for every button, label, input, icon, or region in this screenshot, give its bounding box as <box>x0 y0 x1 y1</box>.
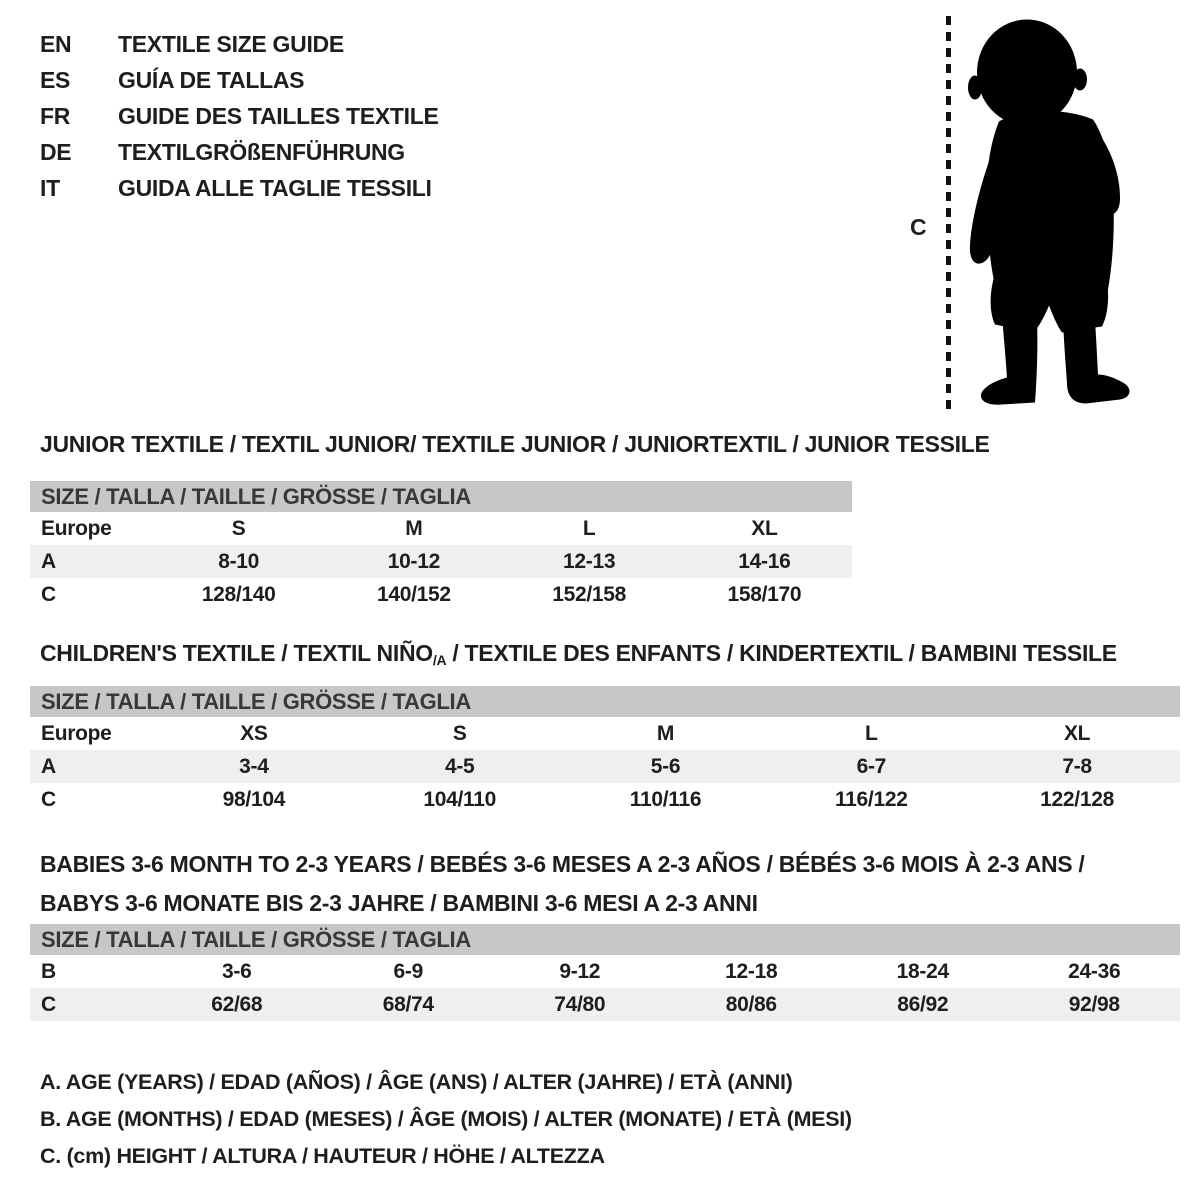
table-row-months <box>30 955 1180 988</box>
height-cell: 152/158 <box>552 582 627 606</box>
age-cell: 8-10 <box>218 549 260 573</box>
height-cell: 74/80 <box>554 992 606 1016</box>
children-title-part2: / TEXTILE DES ENFANTS / KINDERTEXTIL / BAMBINI TESSILE <box>446 640 1117 666</box>
height-cell: 104/110 <box>423 787 497 811</box>
size-header-row: SIZE / TALLA / TAILLE / GRÖSSE / TAGLIA <box>30 924 1180 955</box>
row-label: A <box>41 754 56 778</box>
junior-size-table <box>30 481 852 611</box>
legend-line-b: B. AGE (MONTHS) / EDAD (MESES) / ÂGE (MOIS) / ALTER (MONATE) / ETÀ (MESI) <box>40 1107 852 1131</box>
language-row-it <box>40 170 439 206</box>
size-cell: L <box>865 721 878 745</box>
height-cell: 86/92 <box>897 992 949 1016</box>
height-cell: 68/74 <box>382 992 434 1016</box>
language-title-list <box>40 26 439 206</box>
months-cell: 24-36 <box>1068 959 1121 983</box>
size-cell: M <box>656 721 675 745</box>
age-cell: 12-13 <box>563 549 616 573</box>
language-row-es <box>40 62 439 98</box>
table-row-height <box>30 783 1180 816</box>
guide-title-en: TEXTILE SIZE GUIDE <box>118 31 344 57</box>
guide-title-fr: GUIDE DES TAILLES TEXTILE <box>118 103 439 129</box>
babies-title-line1: BABIES 3-6 MONTH TO 2-3 YEARS / BEBÉS 3-6 MESES A 2-3 AÑOS / BÉBÉS 3-6 MOIS À 2-3 ANS / <box>40 851 1085 877</box>
months-cell: 3-6 <box>222 959 252 983</box>
size-header-row: SIZE / TALLA / TAILLE / GRÖSSE / TAGLIA <box>30 686 1180 717</box>
size-cell: M <box>405 516 423 540</box>
row-label: C <box>41 992 56 1016</box>
height-cell: 122/128 <box>1040 787 1114 811</box>
row-label: C <box>41 582 56 606</box>
children-title-subscript: /A <box>432 652 447 668</box>
row-label: C <box>41 787 56 811</box>
row-label: Europe <box>41 721 112 745</box>
children-title-part1: CHILDREN'S TEXTILE / TEXTIL NIÑO <box>40 640 433 666</box>
age-cell: 4-5 <box>444 754 475 778</box>
age-cell: 3-4 <box>239 754 269 778</box>
language-row-fr <box>40 98 439 134</box>
size-cell: S <box>231 516 246 540</box>
babies-size-table <box>30 924 1180 1021</box>
babies-title-line2: BABYS 3-6 MONATE BIS 2-3 JAHRE / BAMBINI 3-6 MESI A 2-3 ANNI <box>40 890 758 916</box>
height-cell: 98/104 <box>222 787 286 811</box>
months-cell: 12-18 <box>725 959 778 983</box>
months-cell: 9-12 <box>559 959 601 983</box>
height-measure-dashed-line <box>946 16 951 416</box>
size-header-row: SIZE / TALLA / TAILLE / GRÖSSE / TAGLIA <box>30 481 852 512</box>
guide-title-es: GUÍA DE TALLAS <box>118 67 305 93</box>
size-cell: XS <box>240 721 268 745</box>
babies-section-title <box>40 845 1085 923</box>
table-row-age <box>30 545 852 578</box>
height-cell: 128/140 <box>201 582 276 606</box>
size-cell: XL <box>751 516 778 540</box>
language-code: EN <box>40 31 72 57</box>
children-section-title <box>40 640 1117 668</box>
row-label: B <box>41 959 56 983</box>
guide-title-it: GUIDA ALLE TAGLIE TESSILI <box>118 175 432 201</box>
height-cell: 158/170 <box>727 582 802 606</box>
guide-title-de: TEXTILGRÖßENFÜHRUNG <box>118 139 405 165</box>
table-row-height <box>30 988 1180 1021</box>
months-cell: 6-9 <box>393 959 423 983</box>
language-row-de <box>40 134 439 170</box>
age-cell: 14-16 <box>738 549 791 573</box>
language-code: IT <box>40 175 60 201</box>
height-cell: 140/152 <box>376 582 451 606</box>
height-cell: 80/86 <box>725 992 777 1016</box>
age-cell: 10-12 <box>387 549 440 573</box>
language-code: FR <box>40 103 71 129</box>
age-cell: 5-6 <box>650 754 681 778</box>
toddler-silhouette-image <box>963 14 1141 417</box>
months-cell: 18-24 <box>896 959 949 983</box>
table-row-europe <box>30 512 852 545</box>
height-cell: 62/68 <box>211 992 263 1016</box>
language-code: DE <box>40 139 72 165</box>
table-row-height <box>30 578 852 611</box>
height-cell: 116/122 <box>834 787 908 811</box>
junior-section-title: JUNIOR TEXTILE / TEXTIL JUNIOR/ TEXTILE JUNIOR / JUNIORTEXTIL / JUNIOR TESSILE <box>40 431 990 457</box>
height-cell: 110/116 <box>629 787 702 811</box>
age-cell: 7-8 <box>1062 754 1092 778</box>
table-row-age <box>30 750 1180 783</box>
size-cell: XL <box>1063 721 1091 745</box>
height-cell: 92/98 <box>1068 992 1120 1016</box>
age-cell: 6-7 <box>856 754 887 778</box>
legend <box>40 1064 852 1175</box>
table-row-europe <box>30 717 1180 750</box>
size-cell: L <box>582 516 596 540</box>
language-code: ES <box>40 67 71 93</box>
size-cell: S <box>452 721 467 745</box>
row-label: Europe <box>41 516 112 540</box>
legend-line-a: A. AGE (YEARS) / EDAD (AÑOS) / ÂGE (ANS) / ALTER (JAHRE) / ETÀ (ANNI) <box>40 1070 793 1094</box>
toddler-silhouette-shapes <box>968 20 1129 405</box>
height-measure-label: C <box>910 214 927 240</box>
legend-line-c: C. (cm) HEIGHT / ALTURA / HAUTEUR / HÖHE / ALTEZZA <box>40 1144 605 1168</box>
children-size-table <box>30 686 1180 816</box>
row-label: A <box>41 549 56 573</box>
language-row-en <box>40 26 439 62</box>
